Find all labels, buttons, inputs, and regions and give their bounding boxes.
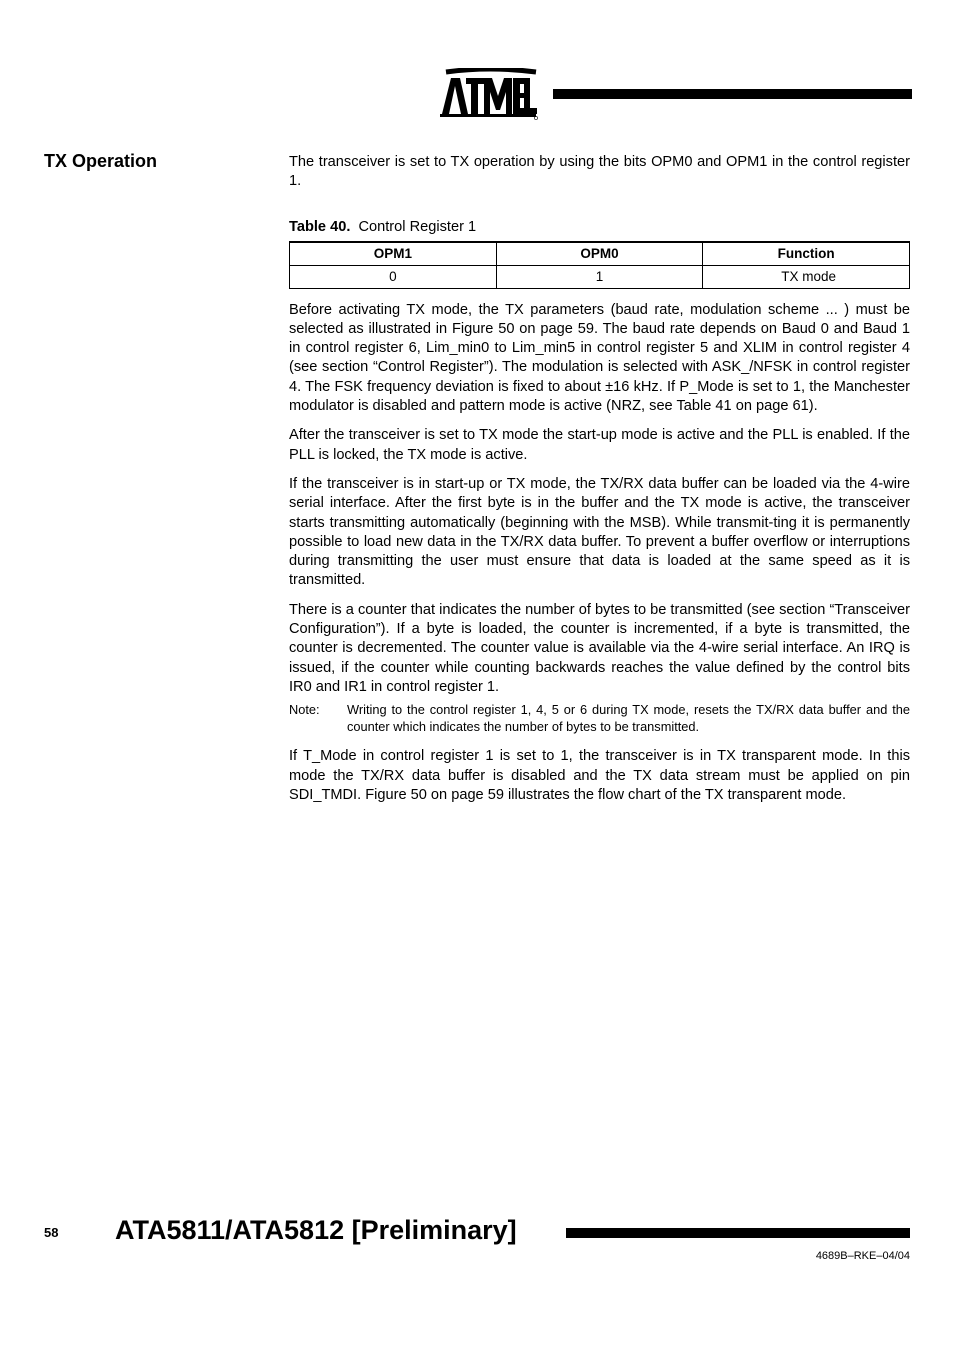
table-header-row — [290, 242, 910, 266]
page-number: 58 — [44, 1225, 59, 1240]
note — [289, 701, 910, 735]
table-caption-text: Control Register 1 — [358, 218, 477, 235]
paragraph-data-buffer: If the transceiver is in start-up or TX mode, the TX/RX data buffer can be loaded via the 4-wire serial interface. After the first byte is in the buffer and the TX mode is active, the transceiver starts transmitting automatically (beginning with the MSB). While transmit-ting it is permanently possible to load new data in the TX/RX data buffer. To prevent a buffer overflow or interruptions during transmitting the user must ensure that data is loaded at the same speed as it is transmitted. — [289, 475, 910, 589]
table-header-opm1: OPM1 — [290, 242, 497, 266]
section-title: TX Operation — [44, 151, 158, 171]
section-body — [289, 153, 910, 815]
table-header-function: Function — [703, 242, 910, 266]
footer-rule — [566, 1228, 910, 1238]
paragraph-startup-mode: After the transceiver is set to TX mode the start-up mode is active and the PLL is enabled. If the PLL is locked, the TX mode is active. — [289, 427, 910, 463]
table-header-opm0: OPM0 — [496, 242, 703, 266]
paragraph-counter: There is a counter that indicates the number of bytes to be transmitted (see section “Transceiver Configuration”). If a byte is loaded, the counter is incremented, if a byte is transmitted, the counter is decremented. The counter value is available via the 4-wire serial interface. An IRQ is issued, if the counter while counting backwards reaches the value defined by the control bits IR0 and IR1 in control register 1. — [289, 601, 910, 695]
control-register-table — [289, 241, 910, 289]
document-title: ATA5811/ATA5812 [Preliminary] — [115, 1215, 517, 1245]
table-row — [290, 265, 910, 288]
table-caption — [289, 218, 910, 237]
table-cell-opm1: 0 — [290, 265, 497, 288]
intro-paragraph: The transceiver is set to TX operation by using the bits OPM0 and OPM1 in the control register 1. — [289, 154, 910, 190]
table-cell-opm0: 1 — [496, 265, 703, 288]
table-cell-function: TX mode — [703, 265, 910, 288]
atmel-logo-icon — [440, 68, 540, 120]
header-rule — [553, 89, 912, 99]
document-code: 4689B–RKE–04/04 — [815, 1250, 910, 1262]
paragraph-transparent-mode: If T_Mode in control register 1 is set to 1, the transceiver is in TX transparent mode. In this mode the TX/RX data buffer is disabled and the TX data stream must be applied on pin SDI_TMDI. Figure 50 on page 59 illustrates the flow chart of the TX transparent mode. — [289, 748, 910, 803]
paragraph-tx-parameters: Before activating TX mode, the TX parameters (baud rate, modulation scheme ... ) must be selected as illustrated in Figure 50 on page 59. The baud rate depends on Baud 0 and Baud 1 in control register 6, Lim_min0 to Lim_min5 in control register 5 and XLIM in control register 4 (see section “Control Register”). The modulation is selected with ASK_/NFSK in control register 4. The FSK frequency deviation is fixed to about ±16 kHz. If P_Mode is set to 1, the Manchester modulator is disabled and pattern mode is active (NRZ, see Table 41 on page 61). — [289, 301, 910, 415]
note-label: Note: — [289, 702, 320, 718]
note-text: Writing to the control register 1, 4, 5 or 6 during TX mode, resets the TX/RX data buffer and the counter which indicates the number of bytes to be transmitted. — [347, 702, 910, 735]
table-caption-label: Table 40. — [289, 218, 351, 235]
